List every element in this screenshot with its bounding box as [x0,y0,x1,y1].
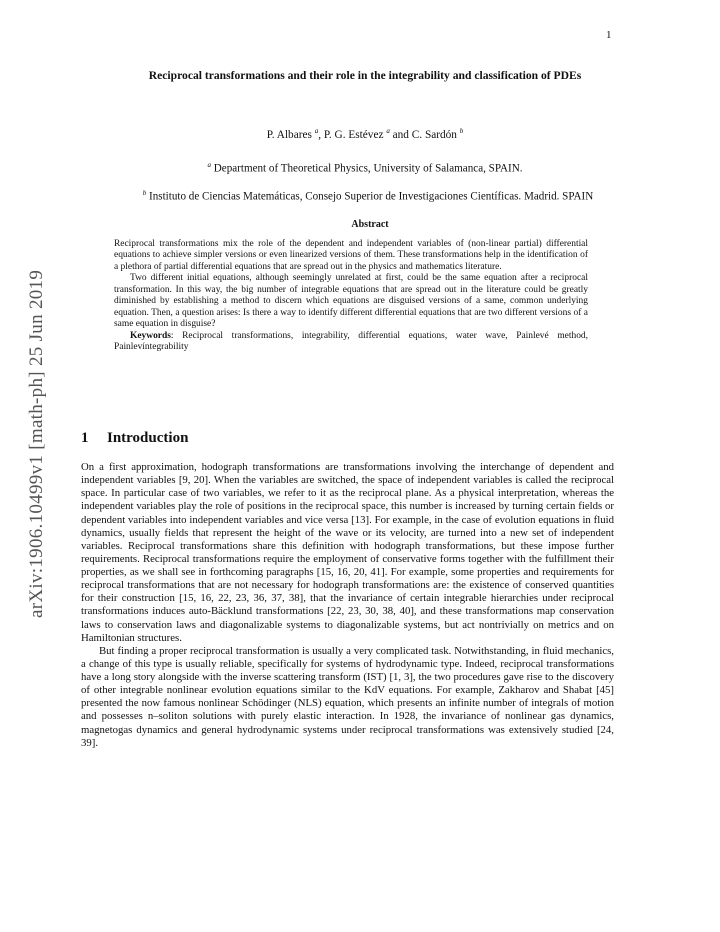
abstract-paragraph: Reciprocal transformations mix the role of the dependent and independent variables of (non-linear partial) differential equations to achieve simpler versions or even linearized versions of them. These transformations help in the identification of a plethora of partial differential equations that are spread out in the physics and mathematics literature. [114,239,588,272]
section-body [81,461,614,750]
abstract-body [114,239,588,354]
affiliation-a [40,161,690,175]
author-name: and C. Sardón [389,128,460,141]
keywords [114,331,588,354]
affiliation-mark: a [314,127,319,135]
keywords-text: : Reciprocal transformations, integrability, differential equations, water wave, Painlevé method, Painlevíntegrability [114,330,588,353]
paper-title: Reciprocal transformations and their role in the integrability and classification of PDEs [148,69,582,82]
author-name: P. Albares [266,128,315,141]
authors [40,127,690,141]
page-number: 1 [606,29,612,41]
body-paragraph: But finding a proper reciprocal transformation is usually a very complicated task. Notwithstanding, in fluid mechanics, a change of this type is usually reliable, specifically for systems of hydrodynamic type. Indeed, reciprocal transformations have a long story alongside with the inverse scattering transform (IST) [1, 3], the two procedures gave rise to the discovery of other integrable nonlinear evolution equations similar to the KdV equations. For example, Zakharov and Shabat [45] presented the now famous nonlinear Schödinger (NLS) equation, which presents an infinite number of integrals of motion and possesses n–soliton solutions with purely elastic interaction. In 1928, the invariance of nonlinear gas dynamics, magnetogas dynamics and general hydrodynamic systems under reciprocal transformations was extensively studied [24, 39]. [81,644,614,749]
section-title: Introduction [107,430,189,446]
affiliation-mark: b [142,189,147,197]
abstract-heading: Abstract [351,219,389,230]
abstract-paragraph: Two different initial equations, although seemingly unrelated at first, could be the same equation after a reciprocal transformation. In this way, the big number of integrable equations that are spread out in the literature could be greatly diminished by establishing a method to discern which equations are disguised versions of a same, common underlying equation. Then, a question arises: Is there a way to identify different differential equations that are two different versions of a same equation in disguise? [114,273,588,330]
keywords-label: Keywords [130,330,171,341]
affiliation-b [36,189,700,203]
section-number: 1 [81,430,89,446]
affiliation-mark: b [459,127,464,135]
arxiv-side-identifier: arXiv:1906.10499v1 [math-ph] 25 Jun 2019 [26,269,47,618]
affiliation-mark: a [207,161,211,169]
affiliation-text: Department of Theoretical Physics, University of Salamanca, SPAIN. [211,162,523,175]
body-paragraph: On a first approximation, hodograph transformations are transformations involving the interchange of dependent and independent variables [9, 20]. When the variables are switched, the space of independent variables is called the reciprocal space. In particular case of two variables, we refer to it as the reciprocal plane. As a physical interpretation, whereas the independent variables play the role of positions in the reciprocal space, this number is increased by turning certain fields or dependent variables into independent variables and vice versa [13]. For example, in the case of evolution equations in fluid dynamics, usually fields that represent the height of the wave or its velocity, are turned into a new set of independent variables. Reciprocal transformations share this definition with hodograph transformations, but these impose further requirements. Reciprocal transformations require the employment of conservative forms together with the fulfillment their properties, as we shall see in forthcoming paragraphs [15, 16, 20, 41]. For example, some properties and requirements for reciprocal transformations that are not necessary for hodograph transformations are: the existence of conserved quantities for their construction [15, 16, 22, 23, 36, 37, 38], that the invariance of certain integrable hierarchies under reciprocal transformations induces auto-Bäcklund transformations [22, 23, 30, 38, 40], and these transformations map conservation laws to conservation laws and diagonalizable systems to diagonalizable systems, but act nontrivially on metrics and on Hamiltonian structures. [81,461,614,644]
section-heading [81,430,188,447]
author-name: , P. G. Estévez [318,128,387,141]
affiliation-mark: a [386,127,390,135]
affiliation-text: Instituto de Ciencias Matemáticas, Consejo Superior de Investigaciones Científicas. Madrid. SPAIN [146,190,594,203]
